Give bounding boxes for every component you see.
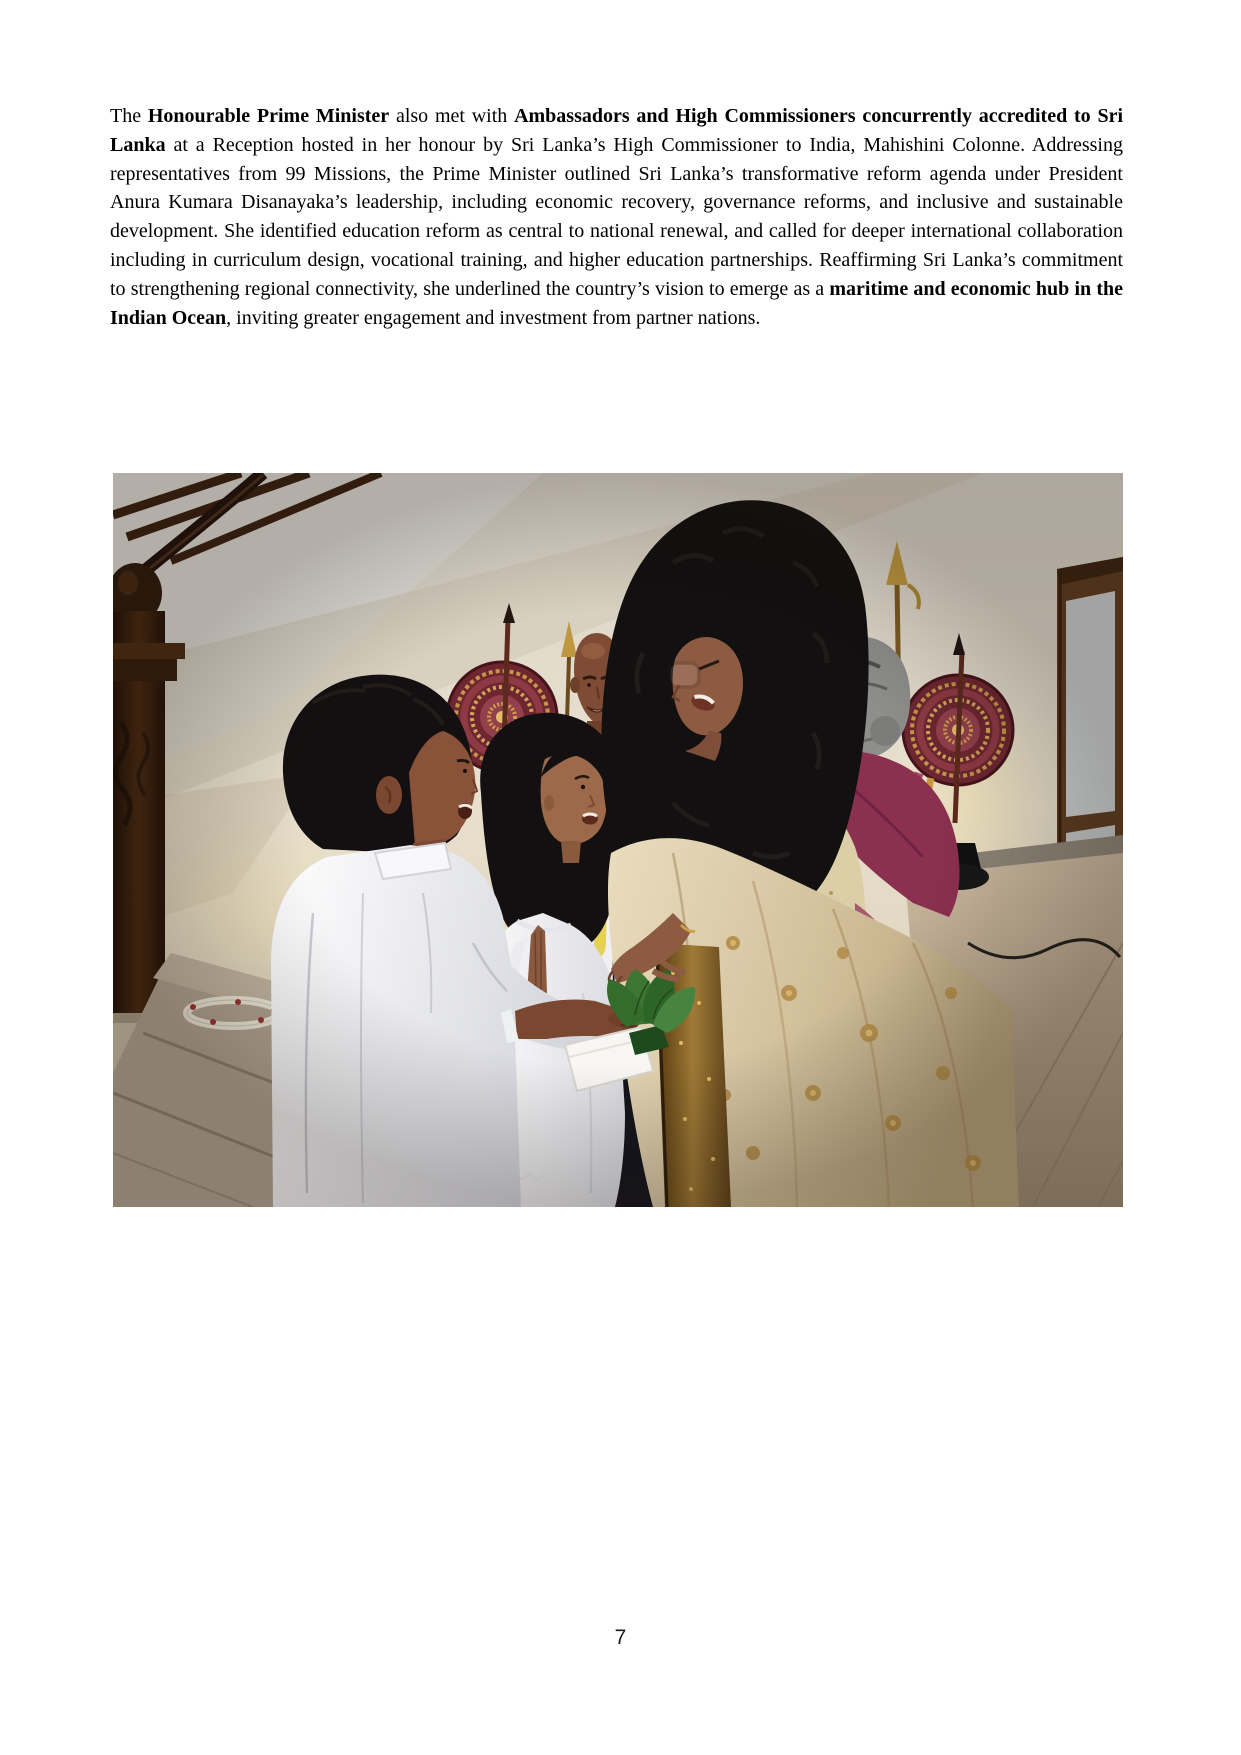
reception-photo: [113, 473, 1123, 1207]
photo-vignette: [113, 473, 1123, 1207]
paragraph: The Honourable Prime Minister also met with Ambassadors and High Commissioners concurrently accredited to Sri Lanka at a Reception hosted in her honour by Sri Lanka’s High Commissioner to India, Mahishini Colonne. Addressing representatives from 99 Missions, the Prime Minister outlined Sri Lanka’s transformative reform agenda under President Anura Kumara Disanayaka’s leadership, including economic recovery, governance reforms, and inclusive and sustainable development. She identified education reform as central to national renewal, and called for deeper international collaboration including in curriculum design, vocational training, and higher education partnerships. Reaffirming Sri Lanka’s commitment to strengthening regional connectivity, she underlined the country’s vision to emerge as a maritime and economic hub in the Indian Ocean, inviting greater engagement and investment from partner nations.: [110, 105, 1123, 329]
page-number: 7: [614, 1626, 627, 1649]
